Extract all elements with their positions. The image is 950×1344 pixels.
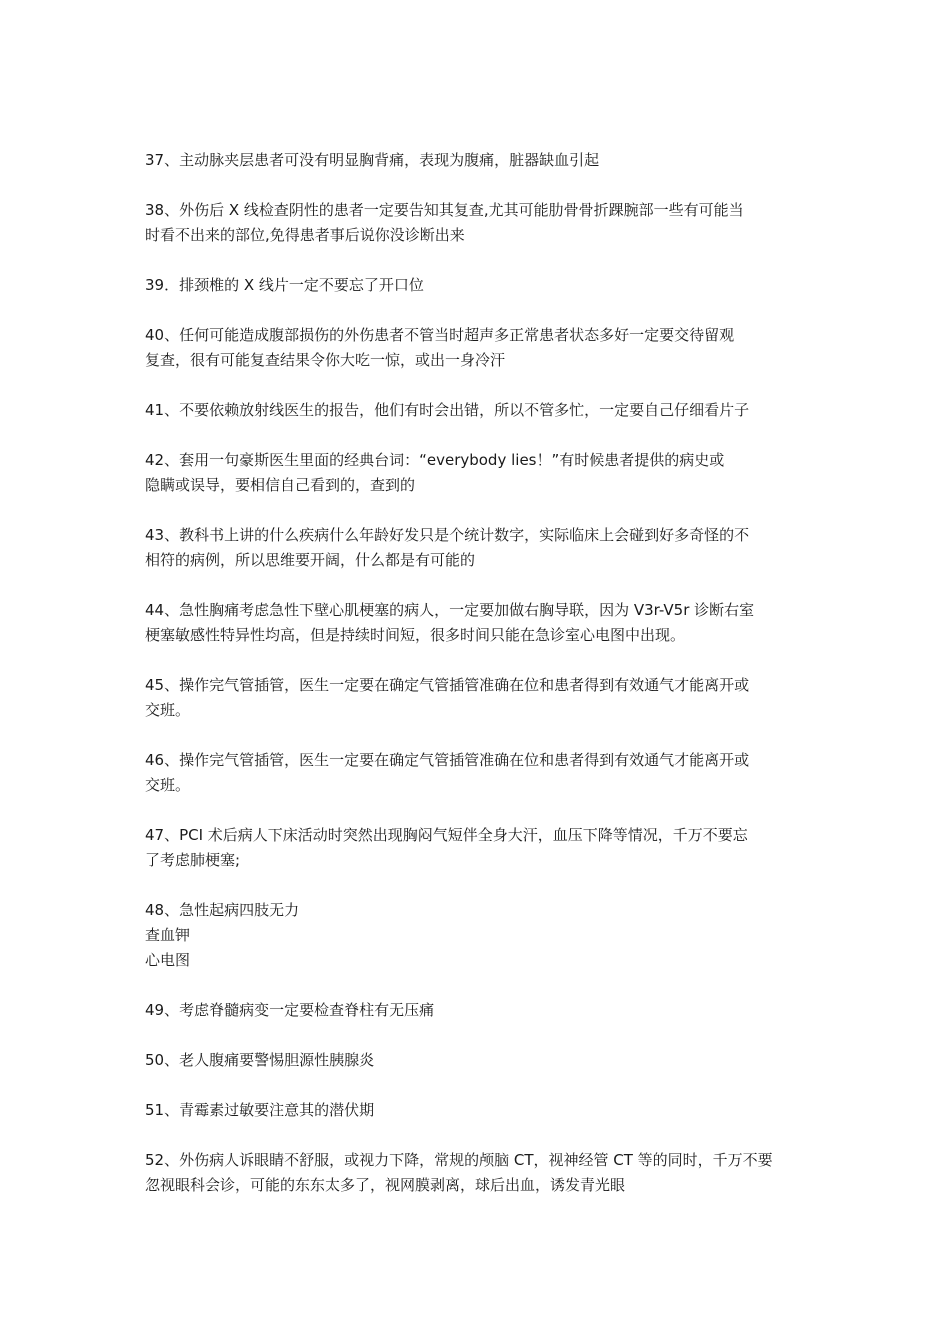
item-line: 48、急性起病四肢无力: [145, 901, 300, 919]
item-line: 47、PCI 术后病人下床活动时突然出现胸闷气短伴全身大汗，血压下降等情况，千万不要忘: [145, 826, 748, 844]
item-line: 38、外伤后 X 线检查阴性的患者一定要告知其复查,尤其可能肋骨骨折踝腕部一些有可能当: [145, 201, 744, 219]
item-37: [145, 148, 810, 173]
item-line: 相符的病例，所以思维要开阔，什么都是有可能的: [145, 551, 476, 569]
item-line: 交班。: [145, 701, 191, 719]
item-50: [145, 1048, 810, 1073]
item-line: 42、套用一句豪斯医生里面的经典台词：“everybody lies！”有时候患者提供的病史或: [145, 451, 725, 469]
item-49: [145, 998, 810, 1023]
item-46: [145, 748, 810, 798]
item-line: 50、老人腹痛要警惕胆源性胰腺炎: [145, 1051, 375, 1069]
item-line: 46、操作完气管插管，医生一定要在确定气管插管准确在位和患者得到有效通气才能离开或: [145, 751, 750, 769]
item-line: 41、不要依赖放射线医生的报告，他们有时会出错，所以不管多忙，一定要自己仔细看片子: [145, 401, 750, 419]
item-43: [145, 523, 810, 573]
item-line: 51、青霉素过敏要注意其的潜伏期: [145, 1101, 375, 1119]
item-line: 时看不出来的部位,免得患者事后说你没诊断出来: [145, 226, 465, 244]
item-line: 45、操作完气管插管，医生一定要在确定气管插管准确在位和患者得到有效通气才能离开或: [145, 676, 750, 694]
item-line: 37、主动脉夹层患者可没有明显胸背痛，表现为腹痛，脏器缺血引起: [145, 151, 600, 169]
item-line: 52、外伤病人诉眼睛不舒服，或视力下降，常规的颅脑 CT，视神经管 CT 等的同时，千万不要: [145, 1151, 773, 1169]
item-41: [145, 398, 810, 423]
item-line: 了考虑肺梗塞;: [145, 851, 241, 869]
item-line: 查血钾: [145, 926, 191, 944]
item-line: 43、教科书上讲的什么疾病什么年龄好发只是个统计数字，实际临床上会碰到好多奇怪的不: [145, 526, 750, 544]
item-38: [145, 198, 810, 248]
item-line: 40、任何可能造成腹部损伤的外伤患者不管当时超声多正常患者状态多好一定要交待留观: [145, 326, 735, 344]
item-line: 忽视眼科会诊，可能的东东太多了，视网膜剥离，球后出血，诱发青光眼: [145, 1176, 626, 1194]
item-48: [145, 898, 810, 973]
item-52: [145, 1148, 810, 1198]
item-line: 44、急性胸痛考虑急性下壁心肌梗塞的病人，一定要加做右胸导联，因为 V3r-V5r 诊断右室: [145, 601, 755, 619]
item-line: 交班。: [145, 776, 191, 794]
item-line: 49、考虑脊髓病变一定要检查脊柱有无压痛: [145, 1001, 435, 1019]
item-line: 39．排颈椎的 X 线片一定不要忘了开口位: [145, 276, 424, 294]
item-40: [145, 323, 810, 373]
item-42: [145, 448, 810, 498]
item-line: 梗塞敏感性特异性均高，但是持续时间短，很多时间只能在急诊室心电图中出现。: [145, 626, 686, 644]
item-line: 隐瞒或误导，要相信自己看到的，查到的: [145, 476, 416, 494]
item-44: [145, 598, 810, 648]
item-51: [145, 1098, 810, 1123]
item-line: 心电图: [145, 951, 191, 969]
item-line: 复查，很有可能复查结果令你大吃一惊，或出一身冷汗: [145, 351, 506, 369]
document-body: [145, 148, 810, 1223]
item-45: [145, 673, 810, 723]
item-47: [145, 823, 810, 873]
item-39: [145, 273, 810, 298]
